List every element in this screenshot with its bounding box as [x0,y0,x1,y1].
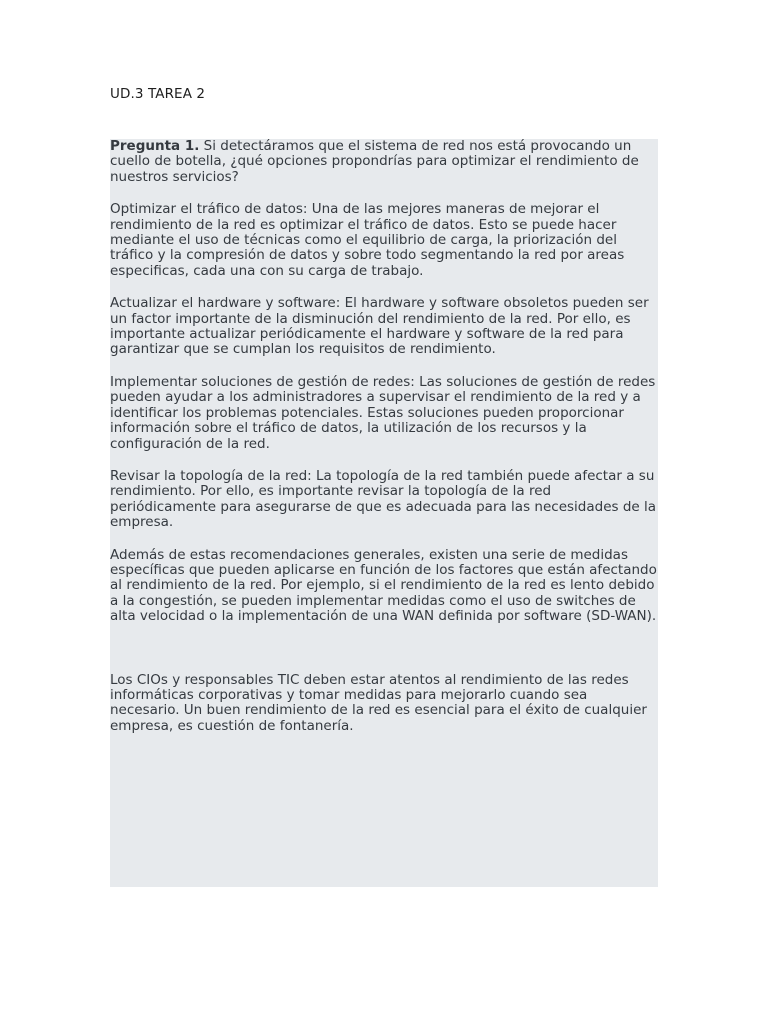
paragraph-specific-measures: Además de estas recomendaciones generales, existen una serie de medidas específicas que pueden aplicarse en función de los factores que están afectando al rendimiento de la red. Por ejemplo, si el rendimiento de la red es lento debido a la congestión, se pueden implementar medidas como el uso de switches de alta velocidad o la implementación de una WAN definida por software (SD-WAN). [110,546,657,625]
question-label: Pregunta 1. [110,138,200,154]
paragraph-topology: Revisar la topología de la red: La topología de la red también puede afectar a su rendimiento. Por ello, es importante revisar la topología de la red periódicamente para asegurarse de que es adecuada para las necesidades de la empresa. [110,467,657,531]
document-header: UD.3 TAREA 2 [110,86,206,102]
question-text: Si detectáramos que el sistema de red nos está provocando un cuello de botella, ¿qué opciones propondrías para optimizar el rendimiento de nuestros servicios? [110,138,639,185]
question-paragraph [110,139,658,185]
paragraph-hardware-software: Actualizar el hardware y software: El hardware y software obsoletos pueden ser un factor importante de la disminución del rendimiento de la red. Por ello, es importante actualizar periódicamente el hardware y software de la red para garantizar que se cumplan los requisitos de rendimiento. [110,295,649,358]
paragraph-traffic-optimization: Optimizar el tráfico de datos: Una de las mejores maneras de mejorar el rendimiento de la red es optimizar el tráfico de datos. Esto se puede hacer mediante el uso de técnicas como el equilibrio de carga, la priorización del tráfico y la compresión de datos y sobre todo segmentando la red por areas especificas, cada una con su carga de trabajo. [110,201,625,279]
answer-text [110,139,658,734]
answer-panel [110,139,658,887]
paragraph-conclusion: Los CIOs y responsables TIC deben estar atentos al rendimiento de las redes informáticas corporativas y tomar medidas para mejorarlo cuando sea necesario. Un buen rendimiento de la red es esencial para el éxito de cualquier empresa, es cuestión de fontanería. [110,671,647,734]
paragraph-network-management: Implementar soluciones de gestión de redes: Las soluciones de gestión de redes pueden ayudar a los administradores a supervisar el rendimiento de la red y a identificar los problemas potenciales. Estas soluciones pueden proporcionar información sobre el tráfico de datos, la utilización de los recursos y la configuración de la red. [110,373,656,452]
